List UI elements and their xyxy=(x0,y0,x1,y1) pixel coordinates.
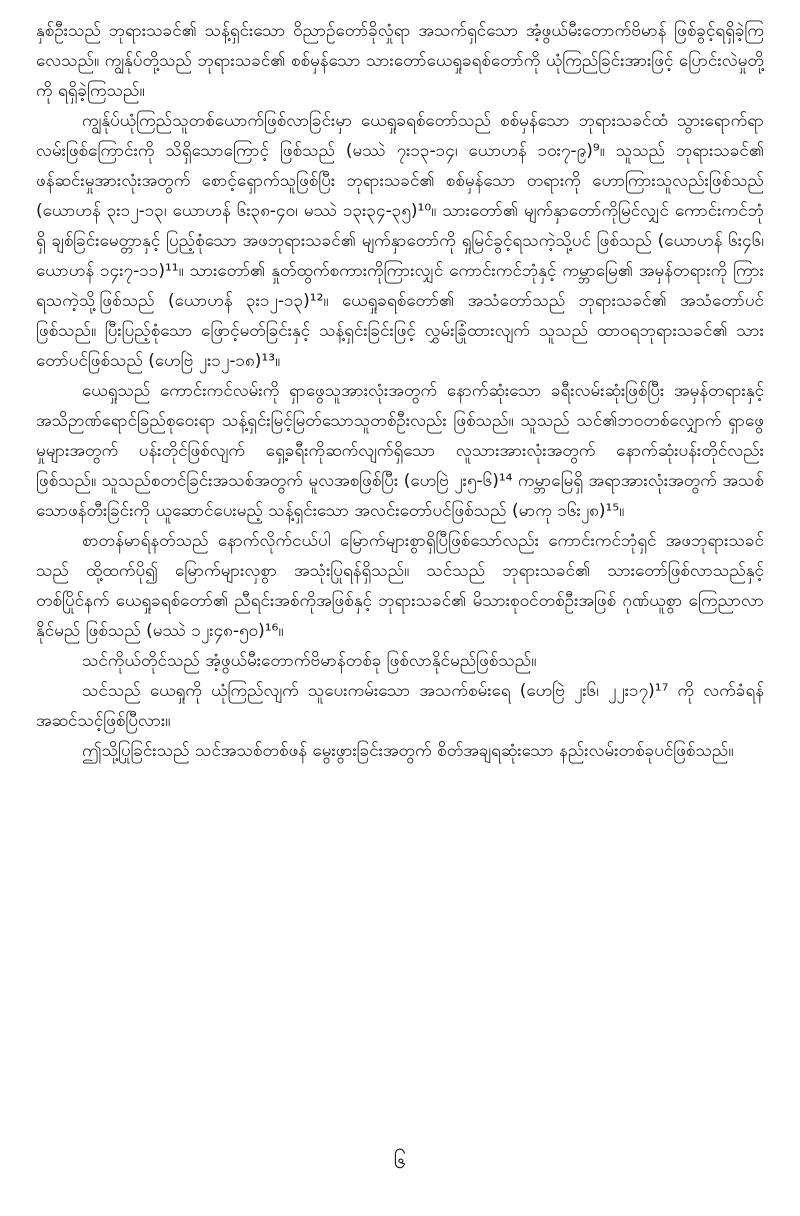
page-number: ၆ xyxy=(393,1149,407,1174)
paragraph-jesus-destination: ယေရှုသည် ကောင်းကင်လမ်းကို ရှာဖွေသူအားလုံးအတွက် နောက်ဆုံးသော ခရီးလမ်းဆုံးဖြစ်ပြီး အမှန်တရားနှင့် အသိဉာဏ်ရောင်ခြည်စုဝေးရာ သန့်ရှင်းမြင့်မြတ်သောသူတစ်ဦးလည်း ဖြစ်သည်။ သူသည် သင်၏ဘဝတစ်လျှောက် ရှာဖွေမှုများအတွက် ပန်းတိုင်ဖြစ်လျက် ရှေ့ခရီးကိုဆက်လျက်ရှိသော လူသားအားလုံးအတွက် နောက်ဆုံးပန်းတိုင်လည်း ဖြစ်သည်။ သူသည်စတင်ခြင်းအသစ်အတွက် မူလအစဖြစ်ပြီး (ဟေဗြဲ ၂း၅-၆)¹⁴ ကမ္ဘာမြေရှိ အရာအားလုံးအတွက် အသစ်သောဖန်တီးခြင်းကို ယူဆောင်ပေးမည့် သန့်ရှင်းသော အလင်းတော်ပင်ဖြစ်သည် (မာကု ၁၆း၂၈)¹⁵။ xyxy=(36,381,764,521)
paragraph-continued-text: နှစ်ဦးသည် ဘုရားသခင်၏ သန့်ရှင်းသော ဝိညာဉ်တော်ခိုလှုံရာ အသက်ရှင်သော အံ့ဖွယ်မီးတောက်ဗိမာန် ဖြစ်ခွင့်ရရှိခဲ့ကြလေသည်။ ကျွန်ုပ်တို့သည် ဘုရားသခင်၏ စစ်မှန်သော သားတော်ယေရှုခရစ်တော်ကို ယုံကြည်ခြင်းအားဖြင့် ပြောင်းလဲမှုတို့ကို ရရှိခဲ့ကြသည်။ xyxy=(36,21,764,101)
paragraph-born-again: ဤသို့ပြုခြင်းသည် သင်အသစ်တစ်ဖန် မွေးဖွားခြင်းအတွက် စိတ်အချရဆုံးသော နည်းလမ်းတစ်ခုပင်ဖြစ်သည်။ xyxy=(82,741,734,761)
paragraph-flame-temple: သင်ကိုယ်တိုင်သည် အံ့ဖွယ်မီးတောက်ဗိမာန်တစ်ခု ဖြစ်လာနိုင်မည်ဖြစ်သည်။ xyxy=(82,651,537,671)
paragraph-believer-way: ကျွန်ုပ်ယုံကြည်သူတစ်ယောက်ဖြစ်လာခြင်းမှာ ယေရှုခရစ်တော်သည် စစ်မှန်သော ဘုရားသခင်ထံ သွားရောက်ရာလမ်းဖြစ်ကြောင်းကို သိရှိသောကြောင့် ဖြစ်သည် (မဿဲ ၇း၁၃-၁၄၊ ယောဟန် ၁၀း၇-၉)⁹။ သူသည် ဘုရားသခင်၏ ဖန်ဆင်းမှုအားလုံးအတွက် စောင့်ရှောက်သူဖြစ်ပြီး ဘုရားသခင်၏ စစ်မှန်သော တရားကို ဟောကြားသူလည်းဖြစ်သည် (ယောဟန် ၃း၁၂-၁၃၊ ယောဟန် ၆း၃၈-၄၀၊ မဿဲ ၁၃း၃၄-၃၅)¹⁰။ သားတော်၏ မျက်နှာတော်ကိုမြင်လျှင် ကောင်းကင်ဘုံရှိ ချစ်ခြင်းမေတ္တာနှင့် ပြည့်စုံသော အဖဘုရားသခင်၏ မျက်နှာတော်ကို ရှုမြင်ခွင့်ရသကဲ့သို့ပင် ဖြစ်သည် (ယောဟန် ၆း၄၆၊ ယောဟန် ၁၄း၇-၁၁)¹¹။ သားတော်၏ နှုတ်ထွက်စကားကိုကြားလျှင် ကောင်းကင်ဘုံနှင့် ကမ္ဘာမြေ၏ အမှန်တရားကို ကြားရသကဲ့သို့ဖြစ်သည် (ယောဟန် ၃း၁၂-၁၃)¹²။ ယေရှုခရစ်တော်၏ အသံတော်သည် ဘုရားသခင်၏ အသံတော်ပင်ဖြစ်သည်။ ပြီးပြည့်စုံသော ဖြောင့်မတ်ခြင်းနှင့် သန့်ရှင်းခြင်းဖြင့် လွှမ်းခြုံထားလျက် သူသည် ထာဝရဘုရားသခင်၏ သားတော်ပင်ဖြစ်သည် (ဟေဗြဲ ၂း၁၂-၁၈)¹³။ xyxy=(36,111,764,371)
paragraph-water-of-life: သင်သည် ယေရှုကို ယုံကြည်လျက် သူပေးကမ်းသော အသက်စမ်းရေ (ဟေဗြဲ ၂း၆၊ ၂၂း၁၇)¹⁷ ကို လက်ခံရန် အဆင်သင့်ဖြစ်ပြီလား။ xyxy=(36,681,764,731)
paragraph-satan-followers: စာတန်မာရ်နတ်သည် နောက်လိုက်ငယ်ပါ မြောက်များစွာရှိပြီဖြစ်သော်လည်း ကောင်းကင်ဘုံရှင် အဖဘုရားသခင်သည် ထို့ထက်ပို၍ မြောက်များလှစွာ အသုံးပြုရန်ရှိသည်။ သင်သည် ဘုရားသခင်၏ သားတော်ဖြစ်လာသည်နှင့် တစ်ပြိုင်နက် ယေရှုခရစ်တော်၏ ညီရင်းအစ်ကိုအဖြစ်နှင့် ဘုရားသခင်၏ မိသားစုဝင်တစ်ဦးအဖြစ် ဂုဏ်ယူစွာ ကြေညာလာနိုင်မည် ဖြစ်သည် (မဿဲ ၁၂း၄၈-၅၀)¹⁶။ xyxy=(36,531,764,641)
document-page xyxy=(36,16,764,766)
